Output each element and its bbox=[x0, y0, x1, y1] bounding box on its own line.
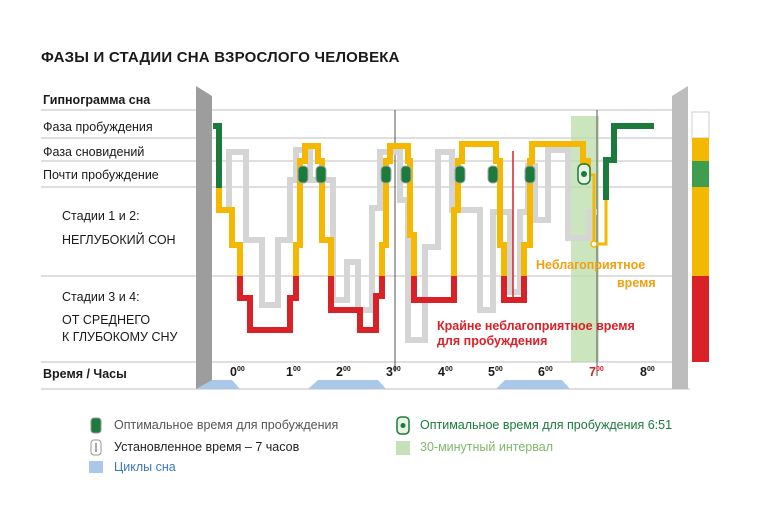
annotation-unfavorable-1: Неблагоприятное bbox=[536, 258, 646, 272]
label-stage12-desc: НЕГЛУБОКИЙ СОН bbox=[62, 233, 176, 247]
legend-optimal-icon bbox=[91, 418, 101, 433]
label-stage34-desc-2: К ГЛУБОКОМУ СНУ bbox=[62, 330, 178, 344]
legend-optimal-651-label: Оптимальное время для пробуждения 6:51 bbox=[420, 418, 673, 432]
optimal-wake-point bbox=[591, 241, 597, 247]
legend-optimal-label: Оптимальное время для пробуждения bbox=[114, 418, 339, 432]
color-scale bbox=[692, 112, 709, 362]
hour-label-5: $5^{00}$ bbox=[488, 365, 503, 379]
optimal-651-marker bbox=[578, 164, 590, 184]
legend-interval-label: 30-минутный интервал bbox=[420, 440, 553, 454]
label-rem-phase: Фаза сновидений bbox=[43, 145, 145, 159]
annotation-very-unfavorable-1: Крайне неблагоприятное время bbox=[437, 319, 635, 333]
axis-title: Время / Часы bbox=[43, 367, 127, 381]
label-stage12-title: Стадии 1 и 2: bbox=[62, 209, 140, 223]
legend-cycles-icon bbox=[89, 461, 103, 473]
legend-cycles-label: Циклы сна bbox=[114, 460, 176, 474]
left-bezel bbox=[196, 86, 212, 389]
label-wake-phase: Фаза пробуждения bbox=[43, 120, 153, 134]
wake-path bbox=[606, 126, 654, 200]
optimal-wake-icon bbox=[455, 166, 465, 183]
annotation-unfavorable-2: время bbox=[617, 276, 656, 290]
hour-label-4: $4^{00}$ bbox=[438, 365, 453, 379]
label-near-wake: Почти пробуждение bbox=[43, 168, 159, 182]
optimal-wake-icon bbox=[525, 166, 535, 183]
annotation-very-unfavorable-2: для пробуждения bbox=[437, 334, 548, 348]
hour-label-6: $6^{00}$ bbox=[538, 365, 553, 379]
hour-label-7: $7^{00}$ bbox=[589, 365, 604, 379]
legend-set-time-label: Установленное время – 7 часов bbox=[114, 440, 300, 454]
label-stage34-desc-1: ОТ СРЕДНЕГО bbox=[62, 313, 151, 327]
cycle-segment bbox=[496, 380, 570, 389]
hour-label-2: $2^{00}$ bbox=[336, 365, 351, 379]
cycle-segment bbox=[308, 380, 386, 389]
optimal-wake-icon bbox=[488, 166, 498, 183]
hour-label-0: $0^{00}$ bbox=[230, 365, 245, 379]
optimal-wake-icon bbox=[401, 166, 411, 183]
optimal-wake-icon bbox=[316, 166, 326, 183]
page-title: ФАЗЫ И СТАДИИ СНА ВЗРОСЛОГО ЧЕЛОВЕКА bbox=[41, 49, 400, 66]
legend-interval-icon bbox=[396, 441, 410, 455]
right-bezel bbox=[672, 86, 688, 389]
hour-label-8: $8^{00}$ bbox=[640, 365, 655, 379]
hour-label-3: $3^{00}$ bbox=[386, 365, 401, 379]
hour-label-1: $1^{00}$ bbox=[286, 365, 301, 379]
label-hypnogram: Гипнограмма сна bbox=[43, 93, 151, 107]
label-stage34-title: Стадии 3 и 4: bbox=[62, 290, 140, 304]
optimal-wake-icon bbox=[298, 166, 308, 183]
optimal-wake-icon bbox=[381, 166, 391, 183]
sleep-cycles-bar bbox=[196, 380, 570, 389]
